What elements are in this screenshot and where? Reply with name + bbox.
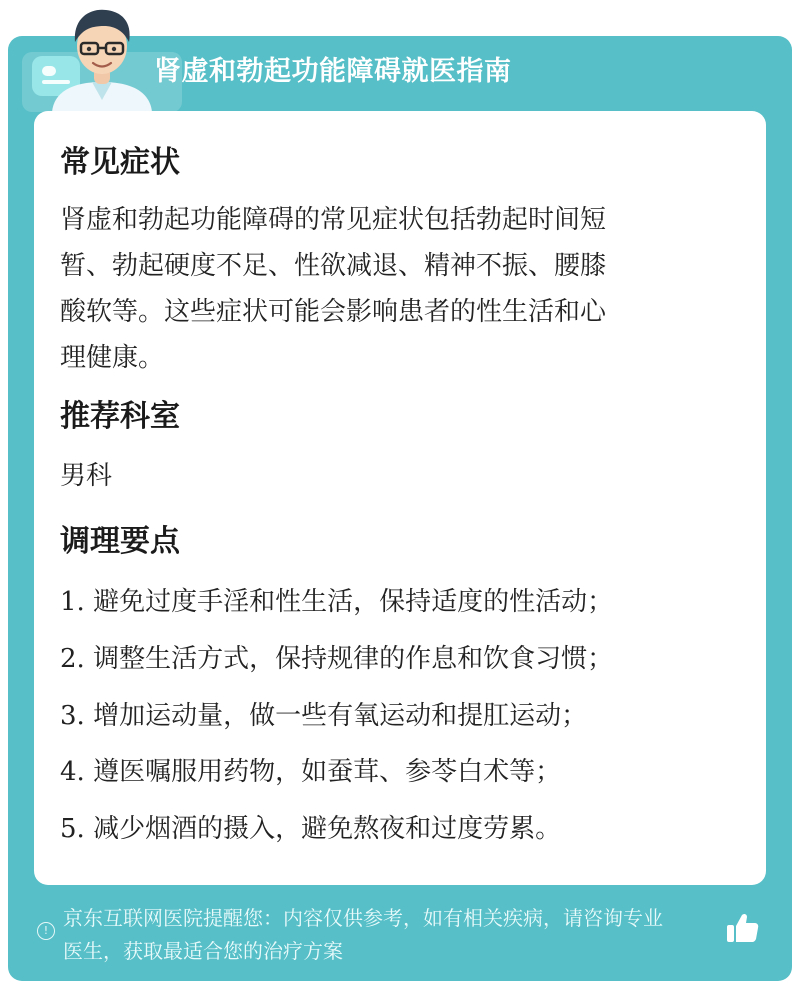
list-item [60,808,561,845]
symptoms-heading: 常见症状 [60,145,180,180]
thumbs-up-icon[interactable] [724,910,760,946]
care-heading: 调理要点 [60,524,180,559]
list-item-number: 2. [60,644,85,674]
symptoms-line: 暂、勃起硬度不足、性欲减退、精神不振、腰膝 [60,251,607,281]
symptoms-text [60,197,740,381]
list-item [60,638,613,675]
list-item-text: 增加运动量，做一些有氧运动和提肛运动； [93,701,588,731]
disclaimer-text [63,902,727,968]
doctor-avatar-icon [44,0,160,112]
list-item-number: 3. [60,701,85,731]
disclaimer-line: 京东互联网医院提醒您：内容仅供参考，如有相关疾病，请咨询专业 [63,906,663,930]
list-item-text: 减少烟酒的摄入，避免熬夜和过度劳累。 [93,814,562,844]
symptoms-line: 肾虚和勃起功能障碍的常见症状包括勃起时间短 [60,205,607,235]
list-item [60,695,587,732]
department-value: 男科 [60,461,113,491]
department-heading: 推荐科室 [60,399,180,434]
page-title: 肾虚和勃起功能障碍就医指南 [154,56,512,87]
symptoms-line: 理健康。 [60,343,165,373]
disclaimer-line: 医生，获取最适合您的治疗方案 [63,939,343,963]
list-item-number: 5. [60,814,85,844]
list-item [60,751,561,788]
list-item-text: 遵医嘱服用药物，如蚕茸、参苓白术等； [93,757,562,787]
symptoms-line: 酸软等。这些症状可能会影响患者的性生活和心 [60,297,607,327]
content-card [34,111,766,885]
list-item-number: 4. [60,757,85,787]
list-item-text: 避免过度手淫和性生活，保持适度的性活动； [93,587,614,617]
list-item-text: 调整生活方式，保持规律的作息和饮食习惯； [93,644,614,674]
info-icon: ! [37,922,55,940]
list-item [60,581,613,618]
list-item-number: 1. [60,587,85,617]
